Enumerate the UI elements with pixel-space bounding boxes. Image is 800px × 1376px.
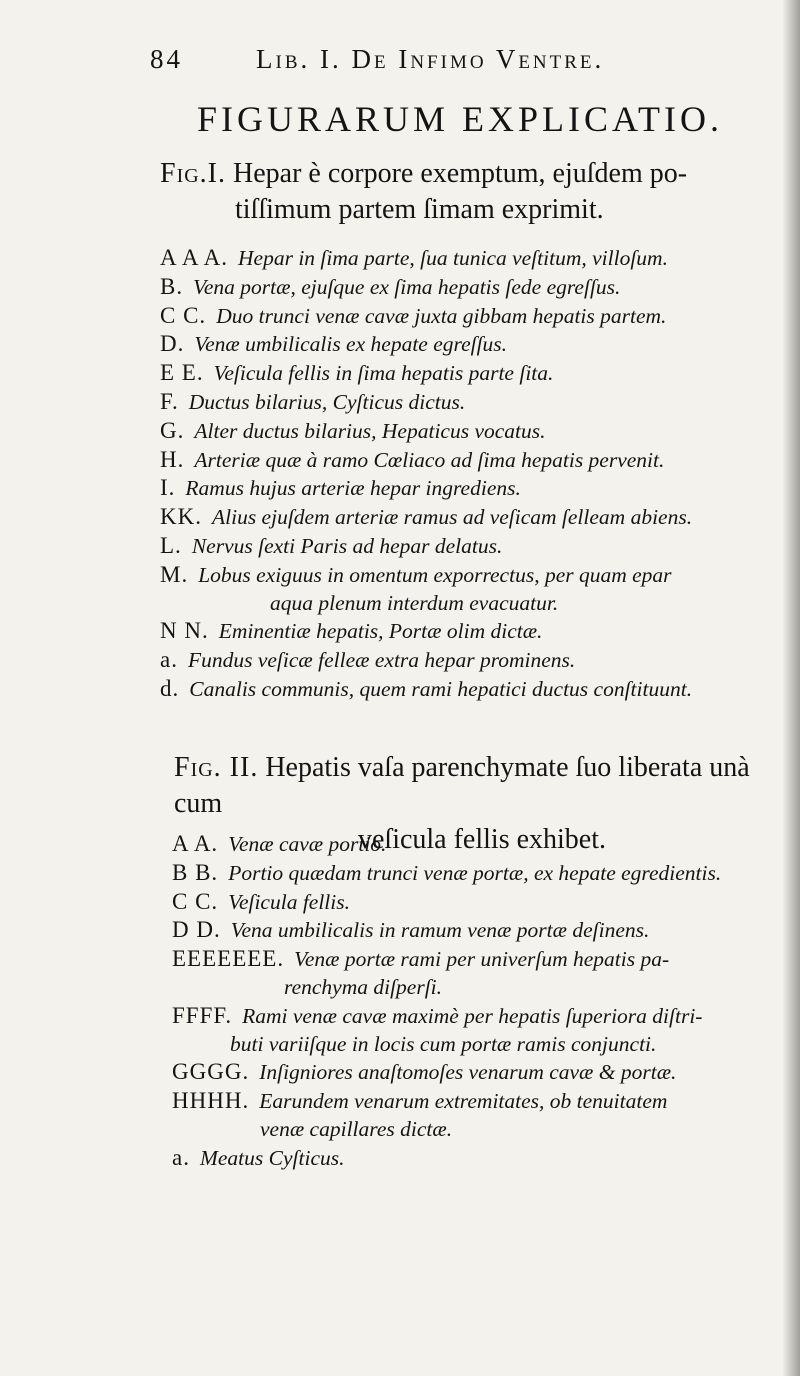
running-title: Lib. I. De Infimo Ventre. <box>256 44 605 74</box>
legend-text: Venæ umbilicalis ex hepate egreſſus. <box>194 332 508 357</box>
legend-key: C C. <box>172 888 219 914</box>
fig2-label: Fig. II. <box>174 752 259 783</box>
legend-item <box>160 244 790 273</box>
legend-item <box>160 417 790 446</box>
legend-text: Ramus hujus arteriæ hepar ingrediens. <box>185 476 521 501</box>
legend-key: A A. <box>172 831 219 856</box>
legend-item <box>160 388 790 417</box>
legend-text-continuation: buti variiſque in locis cum portæ ramis conjuncti. <box>230 1031 657 1056</box>
legend-item <box>172 888 792 917</box>
legend-key: B B. <box>172 859 219 885</box>
legend-item <box>172 1058 792 1087</box>
legend-key: A A A. <box>160 245 229 270</box>
fig1-label: Fig.I. <box>160 158 226 189</box>
legend-item <box>172 1087 792 1144</box>
legend-item <box>160 359 790 388</box>
legend-item <box>172 916 792 945</box>
legend-text-continuation: venæ capillares dictæ. <box>260 1116 453 1141</box>
legend-key: I. <box>160 475 176 501</box>
legend-text: Alius ejuſdem arteriæ ramus ad veſicam ſelleam abiens. <box>211 505 693 530</box>
legend-key: B. <box>160 273 184 299</box>
legend-text: Veſicula fellis. <box>228 889 350 914</box>
fig2-heading-line2: veſicula fellis exhibet. <box>357 824 607 855</box>
legend-key: d. <box>160 675 180 701</box>
legend-text: Arteriæ quæ à ramo Cœliaco ad ſima hepatis pervenit. <box>194 447 665 472</box>
legend-key: EEEEEEE. <box>172 946 285 972</box>
legend-text: Venæ portæ rami per univerſum hepatis pa- <box>294 947 670 972</box>
legend-text: Alter ductus bilarius, Hepaticus vocatus. <box>194 418 546 443</box>
legend-item <box>172 1002 792 1059</box>
legend-text: Meatus Cyſticus. <box>199 1145 345 1170</box>
legend-text: Vena portæ, ejuſque ex ſima hepatis ſede egreſſus. <box>193 274 621 299</box>
legend-text: Veſicula fellis in ſima hepatis parte ſita. <box>213 361 554 386</box>
legend-text: Hepar in ſima parte, ſua tunica veſtitum, villoſum. <box>238 246 668 270</box>
legend-key: H. <box>160 446 185 472</box>
legend-text-continuation: renchyma diſperſi. <box>284 974 443 999</box>
page-number: 84 <box>150 44 183 74</box>
legend-text: Lobus exiguus in omentum exporrectus, per quam epar <box>198 562 672 587</box>
legend-text: Vena umbilicalis in ramum venæ portæ deſinens. <box>230 918 650 943</box>
fig1-heading-line1: Hepar è corpore exemptum, ejuſdem po- <box>233 158 688 189</box>
legend-key: C C. <box>160 302 207 328</box>
legend-text: Duo trunci venæ cavæ juxta gibbam hepatis partem. <box>216 303 667 328</box>
legend-key: KK. <box>160 504 202 530</box>
legend-item <box>160 503 790 532</box>
legend-key: a. <box>172 1144 190 1170</box>
running-head <box>150 44 710 84</box>
legend-item <box>160 617 790 646</box>
legend-item <box>172 1144 792 1173</box>
legend-text: Rami venæ cavæ maximè per hepatis ſuperiora diſtri- <box>242 1003 703 1028</box>
legend-key: F. <box>160 388 179 414</box>
legend-item <box>172 859 792 888</box>
fig1-legend <box>160 244 790 704</box>
legend-item <box>160 532 790 561</box>
fig2-heading-line1: Hepatis vaſa parenchymate ſuo liberata unà cum <box>174 752 750 819</box>
legend-text-continuation: aqua plenum interdum evacuatur. <box>270 590 559 615</box>
legend-key: L. <box>160 532 182 558</box>
legend-item <box>160 646 790 675</box>
legend-text: Venæ cavæ portio. <box>228 832 387 856</box>
fig1-heading <box>160 156 780 228</box>
legend-item <box>172 945 792 1002</box>
fig2-legend <box>172 830 792 1173</box>
legend-key: D D. <box>172 917 221 943</box>
legend-item <box>160 446 790 475</box>
legend-item <box>160 302 790 331</box>
legend-text: Inſigniores anaſtomoſes venarum cavæ & portæ. <box>259 1060 677 1085</box>
legend-key: HHHH. <box>172 1088 250 1114</box>
legend-key: G. <box>160 417 185 443</box>
legend-item <box>160 273 790 302</box>
legend-item <box>160 330 790 359</box>
legend-text: Earundem venarum extremitates, ob tenuitatem <box>259 1089 668 1114</box>
legend-text: Portio quædam trunci venæ portæ, ex hepate egredientis. <box>228 860 722 885</box>
legend-key: GGGG. <box>172 1059 250 1085</box>
legend-text: Canalis communis, quem rami hepatici ductus conſtituunt. <box>189 676 693 701</box>
legend-key: a. <box>160 647 178 673</box>
legend-text: Fundus veſicæ felleæ extra hepar prominens. <box>187 648 576 673</box>
legend-text: Nervus ſexti Paris ad hepar delatus. <box>191 533 503 558</box>
legend-item <box>160 561 790 618</box>
legend-text: Ductus bilarius, Cyſticus dictus. <box>188 389 466 414</box>
legend-key: M. <box>160 561 189 587</box>
legend-key: E E. <box>160 360 204 386</box>
legend-item <box>172 830 792 859</box>
legend-item <box>160 474 790 503</box>
page-title: FIGURARUM EXPLICATIO. <box>196 99 724 139</box>
legend-item <box>160 675 790 704</box>
legend-key: N N. <box>160 618 209 644</box>
fig1-heading-line2: tiſſimum partem ſimam exprimit. <box>235 194 604 225</box>
legend-key: D. <box>160 331 185 357</box>
legend-key: FFFF. <box>172 1002 233 1028</box>
legend-text: Eminentiæ hepatis, Portæ olim dictæ. <box>218 619 543 644</box>
